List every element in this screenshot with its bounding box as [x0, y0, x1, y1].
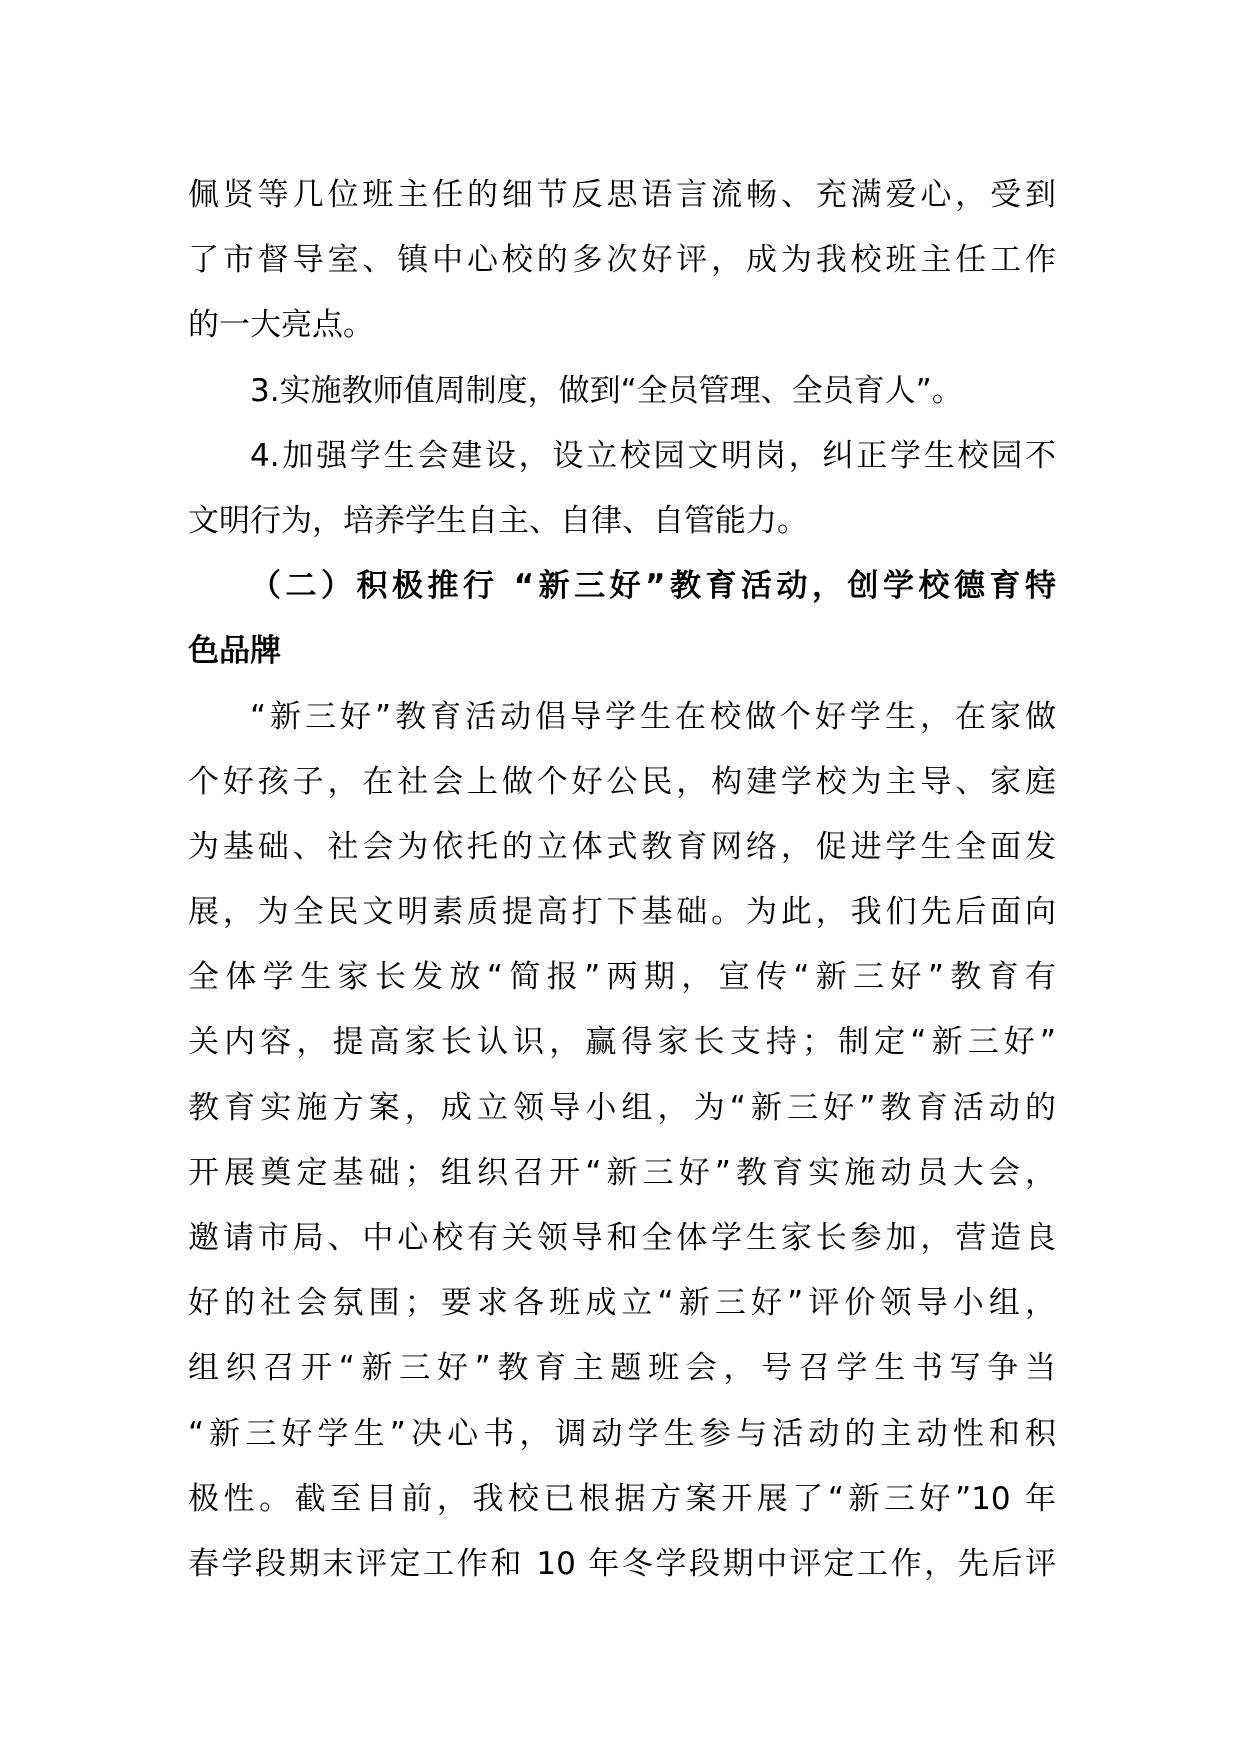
body-line: 文明行为，培养学生自主、自律、自管能力。	[188, 502, 808, 539]
section-heading: （二）积极推行 “新三好”教育活动，创学校德育特	[250, 568, 1056, 605]
document-page	[188, 163, 1056, 1597]
body-line: 邀请市局、中心校有关领导和全体学生家长参加，营造良	[188, 1220, 1056, 1256]
list-item-3: 3.实施教师值周制度，做到“全员管理、全员育人”。	[250, 372, 963, 409]
body-line: 春学段期末评定工作和 10 年冬学段期中评定工作，先后评	[188, 1545, 1056, 1582]
body-line: “新三好学生”决心书，调动学生参与活动的主动性和积	[188, 1415, 1056, 1452]
body-line: 展，为全民文明素质提高打下基础。为此，我们先后面向	[188, 894, 1056, 931]
body-line: 的一大亮点。	[188, 307, 374, 344]
body-line: 佩贤等几位班主任的细节反思语言流畅、充满爱心，受到	[188, 177, 1056, 213]
list-item-4: 4.加强学生会建设，设立校园文明岗，纠正学生校园不	[250, 437, 1056, 474]
section-heading: 色品牌	[188, 633, 281, 670]
body-line: 为基础、社会为依托的立体式教育网络，促进学生全面发	[188, 828, 1056, 865]
body-line: 教育实施方案，成立领导小组，为“新三好”教育活动的	[188, 1089, 1056, 1126]
body-line: 好的社会氛围；要求各班成立“新三好”评价领导小组，	[188, 1285, 1056, 1322]
body-line: 个好孩子，在社会上做个好公民，构建学校为主导、家庭	[188, 763, 1056, 800]
body-line: 了市督导室、镇中心校的多次好评，成为我校班主任工作	[188, 242, 1056, 279]
body-line: 开展奠定基础；组织召开“新三好”教育实施动员大会，	[188, 1154, 1056, 1191]
body-line: 关内容，提高家长认识，赢得家长支持；制定“新三好”	[188, 1024, 1056, 1061]
paragraph-start: “新三好”教育活动倡导学生在校做个好学生，在家做	[250, 698, 1056, 735]
body-line: 组织召开“新三好”教育主题班会，号召学生书写争当	[188, 1350, 1056, 1387]
body-line: 极性。截至目前，我校已根据方案开展了“新三好”10 年	[188, 1480, 1056, 1517]
body-line: 全体学生家长发放“简报”两期，宣传“新三好”教育有	[188, 959, 1056, 996]
